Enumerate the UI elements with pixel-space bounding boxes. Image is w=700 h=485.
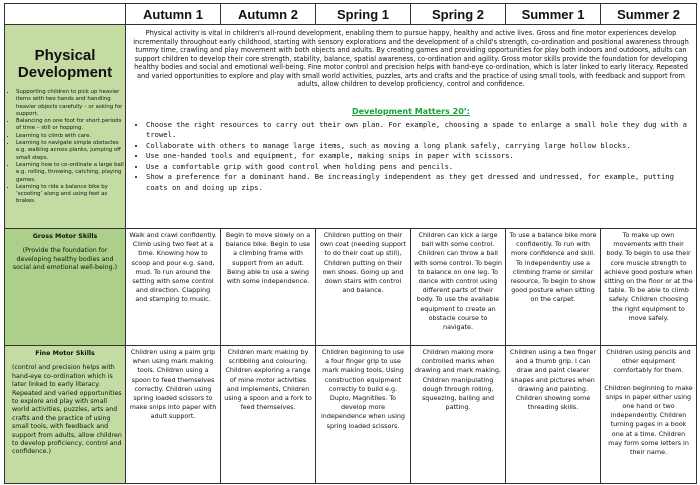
term-header: Summer 1: [506, 4, 601, 25]
dm-item: • Use one-handed tools and equipment, for example, making snips in paper with scissors.: [146, 151, 690, 162]
dm-item: • Use a comfortable grip with good control when holding pens and pencils.: [146, 162, 690, 173]
fine-motor-cell: [316, 346, 411, 484]
bullet-item: • Balancing on one foot for short periods of time – still or hopping.: [16, 118, 125, 133]
overview-cell: [126, 25, 697, 229]
gross-motor-cell: Begin to move slowly on a balance bike. Begin to use a climbing frame with support from an adult. Being able to use a swing with some independence.: [221, 229, 316, 346]
fine-motor-title: Fine Motor Skills: [35, 350, 95, 357]
physical-development-title: Physical Development: [17, 47, 113, 81]
physical-development-bullets: [5, 89, 125, 206]
term-header: Spring 2: [411, 4, 506, 25]
fine-motor-cell: [126, 346, 221, 484]
cell-text: Children mark making by scribbling and colouring. Children exploring a range of mine motor activities and implements, Children using a spoon and a fork to feed themselves.: [224, 348, 312, 412]
cell-text: Children beginning to make snips in paper either using one hand or two independently. Children turning pages in a book one at a time. Children may form some letters in their name.: [604, 383, 693, 457]
term-header: Autumn 1: [126, 4, 221, 25]
fine-motor-label-cell: [5, 346, 126, 484]
gross-motor-row: [5, 229, 697, 346]
corner-cell: [5, 4, 126, 25]
term-header: Summer 2: [601, 4, 697, 25]
intro-paragraph: Physical activity is vital in children's all-round development, enabling them to pursue happy, healthy and active lives. Gross and fine motor experiences develop incrementally throughout early childhood, starting with sensory explorations and the development of a child's strength, co-ordination and positional awareness through tummy time, crawling and play movement with both objects and adults. By creating games and providing opportunities for play both indoors and outdoors, adults can support children to develop their core strength, stability, balance, spatial awareness, co-ordination and agility. Gross motor skills provide the foundation for developing healthy bodies and social and emotional well-being. Fine motor control and precision helps with hand-eye co-ordination, which is later linked to early literacy. Repeated and varied opportunities to explore and play with small world activities, puzzles, arts and crafts and the practice of using small tools, with feedback and support from adults, allow children to develop proficiency, control and confidence.: [133, 29, 689, 88]
cell-text: Children making more controlled marks when drawing and mark making, Children manipulating dough through rolling, squeezing, balling and patting.: [414, 348, 502, 412]
term-header: Autumn 2: [221, 4, 316, 25]
gross-motor-cell: To make up own movements with their body. To begin to use their core muscle strength to achieve good posture when sitting on the floor or at the table. To be able to climb safely. Children choosing the right equipment to move safely.: [601, 229, 697, 346]
cell-text: Children beginning to use a four finger grip to use mark making tools, Using construction equipment correctly to build e.g. Duplo, Magnitiles. To develop more independence when using spring loaded scissors.: [321, 348, 405, 430]
bullet-item: • Supporting children to pick up heavier items with two hands and handling heavier objects carefully – or asking for support.: [16, 89, 125, 118]
bullet-item: • Learning to navigate simple obstacles e.g. walking across planks, jumping off small steps.: [16, 140, 125, 162]
header-row: [5, 4, 697, 25]
fine-motor-cell: [411, 346, 506, 484]
gross-motor-cell: To use a balance bike more confidently. To run with more confidence and skill. To independently use a climbing frame or similar resource, To begin to show good posture when sitting on the carpet.: [506, 229, 601, 346]
bullet-item: • Learning to ride a balance bike by ‘scooting’ along and using feet as brakes.: [16, 184, 125, 206]
development-matters-list: [126, 120, 696, 194]
cell-text: Children using a palm grip when using mark making tools. Children using a spoon to feed themselves correctly. Children using spring loaded scissors to make snips into paper with adult support.: [129, 348, 217, 421]
gross-motor-label-cell: [5, 229, 126, 346]
cell-text: Children using pencils and other equipment comfortably for them.: [606, 348, 691, 375]
physical-development-label-cell: [5, 25, 126, 229]
fine-motor-cell: [221, 346, 316, 484]
dm-item: • Collaborate with others to manage large items, such as moving a long plank safely, carrying large hollow blocks.: [146, 141, 690, 152]
fine-motor-cell: [506, 346, 601, 484]
gross-motor-cell: Walk and crawl confidently. Climb using two feet at a time. Knowing how to scoop and pour e.g. sand, mud. To run around the setting with some control and direction. Clapping and stamping to music.: [126, 229, 221, 346]
fine-motor-row: [5, 346, 697, 484]
dm-item: • Show a preference for a dominant hand. Be increasingly independent as they get dressed and undressed, for example, putting coats on and doing up zips.: [146, 172, 690, 193]
gross-motor-title: Gross Motor Skills: [32, 233, 98, 240]
bullet-item: • Learning to climb with care.: [16, 133, 125, 140]
physical-development-row: [5, 25, 697, 229]
term-header: Spring 1: [316, 4, 411, 25]
gross-motor-cell: Children putting on their own coat (needing support to do their coat up still), Children putting on their own shoes. Going up and down stairs with control and balance.: [316, 229, 411, 346]
bullet-item: • Learning how to co-ordinate a large ball e.g. rolling, throwing, catching, playing games.: [16, 162, 125, 184]
dm-item: • Choose the right resources to carry out their own plan. For example, choosing a spade to enlarge a small hole they dug with a trowel.: [146, 120, 690, 141]
cell-text: Children using a two finger and a thumb grip. I can draw and paint clearer shapes and pictures when drawing and painting. Children showing some threading skills.: [509, 348, 597, 412]
development-matters-title: Development Matters 20’:: [351, 106, 471, 116]
curriculum-table: [4, 3, 697, 484]
gross-motor-cell: Children can kick a large ball with some control. Children can throw a ball with some control. To begin to balance on one leg. To dance with control using different parts of their body. To use the available equipment to create an obstacle course to navigate.: [411, 229, 506, 346]
gross-motor-desc: (Provide the foundation for developing healthy bodies and social and emotional well-being.): [12, 247, 118, 272]
fine-motor-cell: [601, 346, 697, 484]
fine-motor-desc: (control and precision helps with hand-eye co-ordination which is later linked to early literacy. Repeated and varied opportunities to explore and play with small world activities, puzzles, arts and crafts and the practice of using small tools, with feedback and support from adults, allow children to develop proficiency, control and confidence.): [12, 364, 122, 456]
